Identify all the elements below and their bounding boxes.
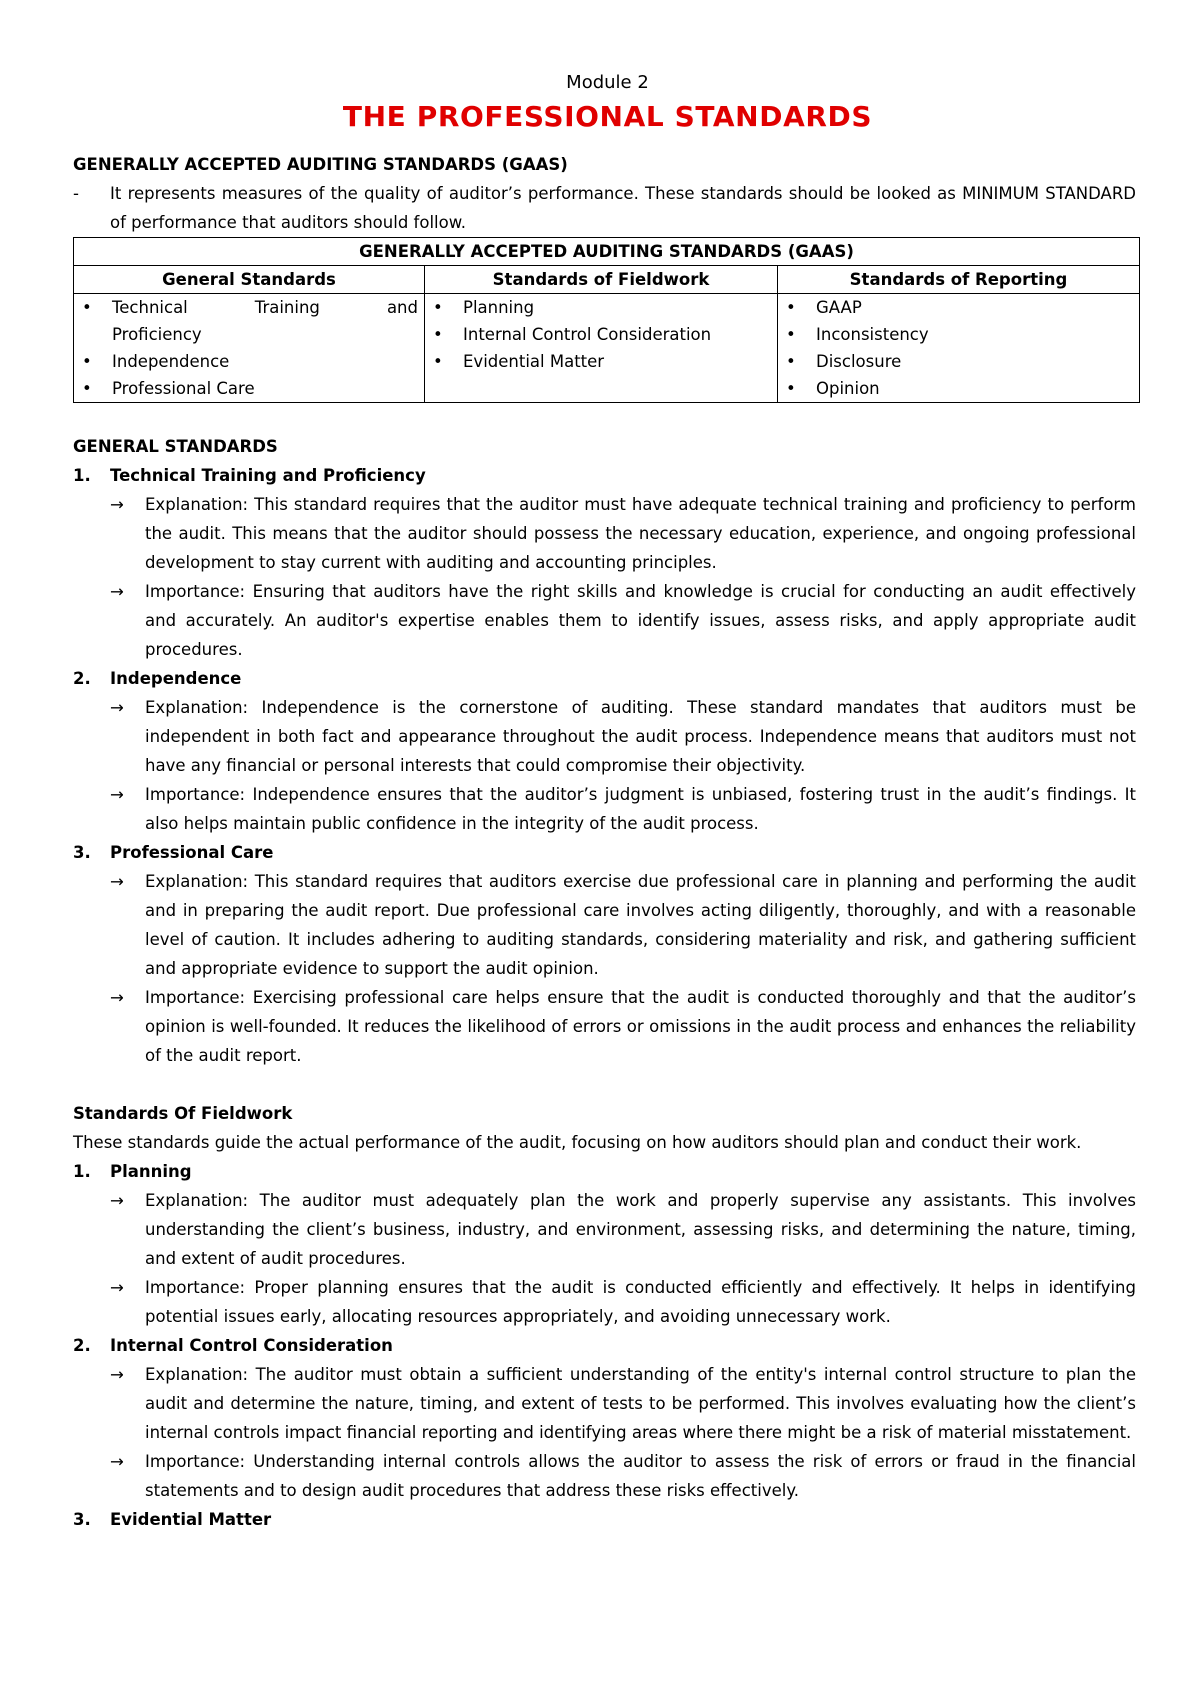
explanation-point: → Explanation: This standard requires that the auditor must have adequate technical training and proficiency to perform the audit. This means that the auditor should possess the necessary education, experience, and ongoing professional development to stay current with auditing and accounting principles.	[73, 490, 1136, 577]
list-item: • Opinion	[784, 375, 1133, 402]
table-caption: GENERALLY ACCEPTED AUDITING STANDARDS (GAAS)	[74, 238, 1140, 266]
explanation-point: → Explanation: This standard requires that auditors exercise due professional care in planning and performing the audit and in preparing the audit report. Due professional care involves acting diligently, thoroughly, and with a reasonable level of caution. It includes adhering to auditing standards, considering materiality and risk, and gathering sufficient and appropriate evidence to support the audit opinion.	[73, 867, 1136, 983]
section-heading: Standards Of Fieldwork	[73, 1104, 293, 1123]
module-label: Module 2	[566, 72, 649, 93]
arrow-right-icon: →	[110, 988, 124, 1007]
dash-bullet: -	[73, 184, 79, 203]
standard-item: 2. Independence → Explanation: Independence is the cornerstone of auditing. These standard mandates that auditors must be independent in both fact and appearance throughout the audit process. Independence means that auditors must not have any financial or personal interests that could compromise their objectivity. → Importance: Independence ensures that the auditor’s judgment is unbiased, fostering trust in the audit’s findings. It also helps maintain public confidence in the integrity of the audit process.	[73, 664, 1136, 838]
list-item: • Independence	[80, 348, 418, 375]
bullet-icon: •	[786, 352, 796, 371]
col-header-fieldwork: Standards of Fieldwork	[425, 266, 778, 294]
cell-fieldwork	[425, 294, 778, 403]
standard-title: Evidential Matter	[110, 1510, 272, 1529]
standard-title: Technical Training and Proficiency	[110, 466, 426, 485]
bullet-icon: •	[82, 298, 92, 317]
arrow-right-icon: →	[110, 1191, 124, 1210]
standard-item: 1. Planning → Explanation: The auditor must adequately plan the work and properly supervise any assistants. This involves understanding the client’s business, industry, and environment, assessing risks, and determining the nature, timing, and extent of audit procedures. → Importance: Proper planning ensures that the audit is conducted efficiently and effectively. It helps in identifying potential issues early, allocating resources appropriately, and avoiding unnecessary work.	[73, 1157, 1136, 1331]
gaas-intro	[73, 179, 1136, 237]
importance-point: → Importance: Exercising professional care helps ensure that the audit is conducted thoroughly and that the auditor’s opinion is well-founded. It reduces the likelihood of errors or omissions in the audit process and enhances the reliability of the audit report.	[73, 983, 1136, 1070]
standard-title: Planning	[110, 1162, 192, 1181]
bullet-icon: •	[786, 298, 796, 317]
standard-title: Independence	[110, 669, 242, 688]
standard-item: 3. Professional Care → Explanation: This standard requires that auditors exercise due professional care in planning and performing the audit and in preparing the audit report. Due professional care involves acting diligently, thoroughly, and with a reasonable level of caution. It includes adhering to auditing standards, considering materiality and risk, and gathering sufficient and appropriate evidence to support the audit opinion. → Importance: Exercising professional care helps ensure that the audit is conducted thoroughly and that the auditor’s opinion is well-founded. It reduces the likelihood of errors or omissions in the audit process and enhances the reliability of the audit report.	[73, 838, 1136, 1070]
bullet-icon: •	[82, 379, 92, 398]
list-item: • Technical Training and Proficiency	[80, 294, 418, 348]
page-title: THE PROFESSIONAL STANDARDS	[342, 100, 873, 133]
bullet-icon: •	[433, 352, 443, 371]
list-item: • GAAP	[784, 294, 1133, 321]
arrow-right-icon: →	[110, 1452, 124, 1471]
list-item: • Planning	[431, 294, 771, 321]
standard-item: 2. Internal Control Consideration → Explanation: The auditor must obtain a sufficient understanding of the entity's internal control structure to plan the audit and determine the nature, timing, and extent of tests to be performed. This involves evaluating how the client’s internal controls impact financial reporting and identifying areas where there might be a risk of material misstatement. → Importance: Understanding internal controls allows the auditor to assess the risk of errors or fraud in the financial statements and to design audit procedures that address these risks effectively.	[73, 1331, 1136, 1505]
general-standards-section	[73, 432, 1136, 1070]
standard-item: 3. Evidential Matter	[73, 1505, 1136, 1534]
gaas-intro-text: It represents measures of the quality of auditor’s performance. These standards should be looked as MINIMUM STANDARD of performance that auditors should follow.	[110, 184, 1136, 232]
arrow-right-icon: →	[110, 785, 124, 804]
cell-general	[74, 294, 425, 403]
explanation-point: → Explanation: Independence is the cornerstone of auditing. These standard mandates that auditors must be independent in both fact and appearance throughout the audit process. Independence means that auditors must not have any financial or personal interests that could compromise their objectivity.	[73, 693, 1136, 780]
standard-item: 1. Technical Training and Proficiency → Explanation: This standard requires that the auditor must have adequate technical training and proficiency to perform the audit. This means that the auditor should possess the necessary education, experience, and ongoing professional development to stay current with auditing and accounting principles. → Importance: Ensuring that auditors have the right skills and knowledge is crucial for conducting an audit effectively and accurately. An auditor's expertise enables them to identify issues, assess risks, and apply appropriate audit procedures.	[73, 461, 1136, 664]
arrow-right-icon: →	[110, 698, 124, 717]
gaas-heading: GENERALLY ACCEPTED AUDITING STANDARDS (GAAS)	[73, 155, 568, 174]
importance-point: → Importance: Independence ensures that the auditor’s judgment is unbiased, fostering trust in the audit’s findings. It also helps maintain public confidence in the integrity of the audit process.	[73, 780, 1136, 838]
section-heading: GENERAL STANDARDS	[73, 437, 278, 456]
arrow-right-icon: →	[110, 582, 124, 601]
arrow-right-icon: →	[110, 872, 124, 891]
list-item: • Professional Care	[80, 375, 418, 402]
standard-title: Internal Control Consideration	[110, 1336, 393, 1355]
list-item: • Evidential Matter	[431, 348, 771, 375]
importance-point: → Importance: Ensuring that auditors have the right skills and knowledge is crucial for conducting an audit effectively and accurately. An auditor's expertise enables them to identify issues, assess risks, and apply appropriate audit procedures.	[73, 577, 1136, 664]
col-header-reporting: Standards of Reporting	[778, 266, 1140, 294]
bullet-icon: •	[433, 325, 443, 344]
list-item: • Internal Control Consideration	[431, 321, 771, 348]
bullet-icon: •	[82, 352, 92, 371]
bullet-icon: •	[786, 325, 796, 344]
arrow-right-icon: →	[110, 1278, 124, 1297]
arrow-right-icon: →	[110, 1365, 124, 1384]
explanation-point: → Explanation: The auditor must adequately plan the work and properly supervise any assistants. This involves understanding the client’s business, industry, and environment, assessing risks, and determining the nature, timing, and extent of audit procedures.	[73, 1186, 1136, 1273]
standard-title: Professional Care	[110, 843, 274, 862]
cell-reporting	[778, 294, 1140, 403]
arrow-right-icon: →	[110, 495, 124, 514]
explanation-point: → Explanation: The auditor must obtain a sufficient understanding of the entity's internal control structure to plan the audit and determine the nature, timing, and extent of tests to be performed. This involves evaluating how the client’s internal controls impact financial reporting and identifying areas where there might be a risk of material misstatement.	[73, 1360, 1136, 1447]
list-item: • Disclosure	[784, 348, 1133, 375]
col-header-general: General Standards	[74, 266, 425, 294]
fieldwork-intro: These standards guide the actual performance of the audit, focusing on how auditors should plan and conduct their work.	[73, 1133, 1082, 1152]
importance-point: → Importance: Proper planning ensures that the audit is conducted efficiently and effectively. It helps in identifying potential issues early, allocating resources appropriately, and avoiding unnecessary work.	[73, 1273, 1136, 1331]
gaas-table	[73, 237, 1140, 403]
importance-point: → Importance: Understanding internal controls allows the auditor to assess the risk of errors or fraud in the financial statements and to design audit procedures that address these risks effectively.	[73, 1447, 1136, 1505]
bullet-icon: •	[433, 298, 443, 317]
bullet-icon: •	[786, 379, 796, 398]
list-item: • Inconsistency	[784, 321, 1133, 348]
fieldwork-section	[73, 1099, 1136, 1534]
